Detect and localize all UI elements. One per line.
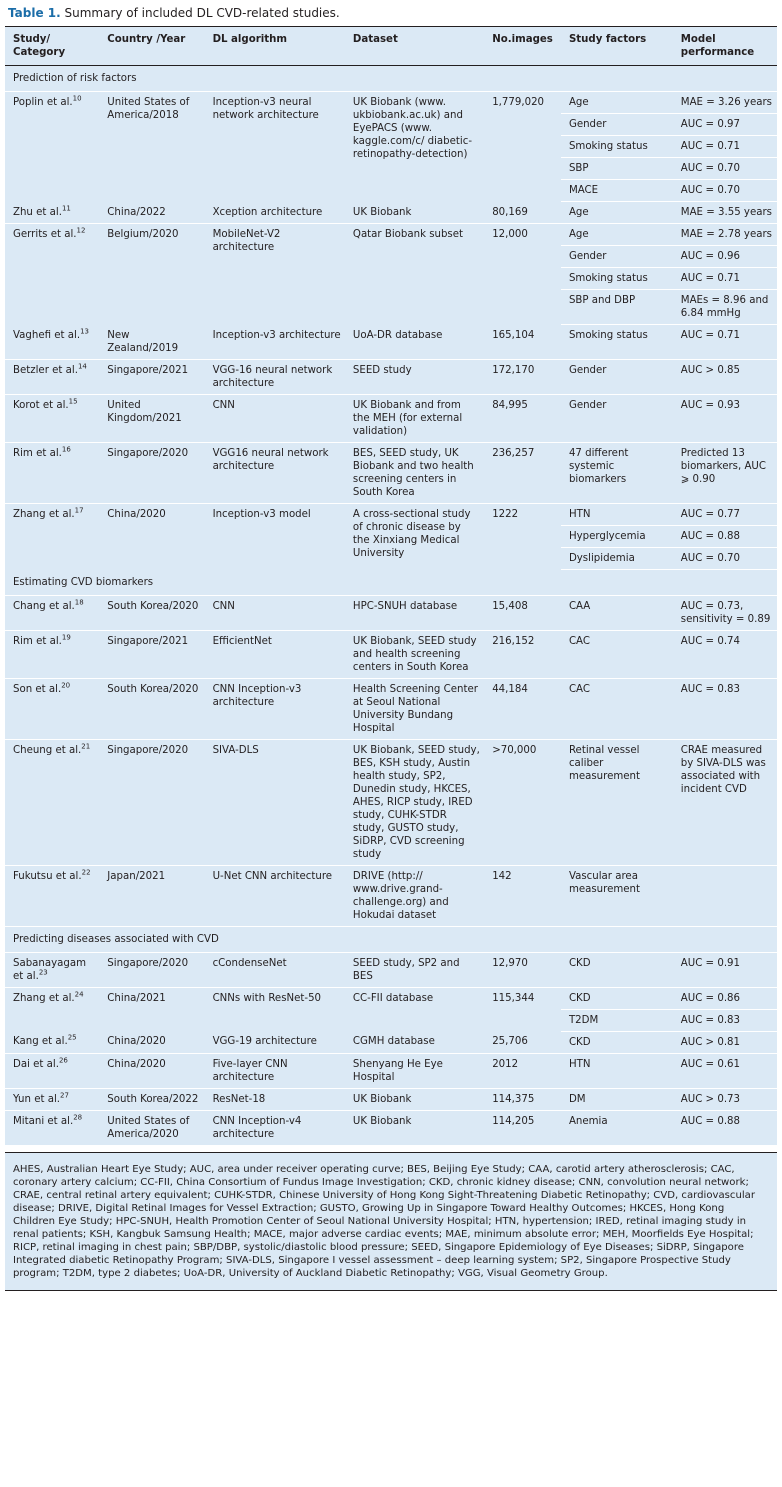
cell-factor: CAC [561, 630, 673, 678]
cell-study [5, 202, 99, 224]
table-row [5, 224, 777, 246]
table-row [5, 503, 777, 525]
cell-country: United States of America/2020 [99, 1110, 204, 1145]
cell-images: 12,970 [484, 952, 561, 987]
cell-performance: AUC = 0.70 [673, 180, 777, 202]
cell-study [5, 630, 99, 678]
cell-images: 216,152 [484, 630, 561, 678]
cell-performance: MAE = 3.26 years [673, 92, 777, 114]
cell-factor: Age [561, 224, 673, 246]
section-row [5, 926, 777, 952]
cell-country: Japan/2021 [99, 865, 204, 926]
study-name: Betzler et al. [13, 364, 78, 376]
cell-images: 114,205 [484, 1110, 561, 1145]
table-row [5, 1053, 777, 1088]
cell-images: 115,344 [484, 987, 561, 1031]
cell-images: 44,184 [484, 678, 561, 739]
cell-performance: AUC = 0.74 [673, 630, 777, 678]
cell-performance: MAE = 2.78 years [673, 224, 777, 246]
cell-algorithm: Inception-v3 architecture [205, 325, 345, 360]
cell-study [5, 503, 99, 569]
cell-country: China/2021 [99, 987, 204, 1031]
study-name: Gerrits et al. [13, 229, 77, 240]
study-ref: 18 [74, 598, 84, 607]
study-ref: 21 [81, 742, 91, 751]
cell-country: China/2020 [99, 1031, 204, 1053]
cell-country: Singapore/2020 [99, 739, 204, 865]
cell-performance: AUC = 0.71 [673, 136, 777, 158]
cell-factor: Smoking status [561, 268, 673, 290]
cell-dataset: UoA-DR database [345, 325, 484, 360]
cell-algorithm: cCondenseNet [205, 952, 345, 987]
cell-performance: AUC = 0.86 [673, 987, 777, 1009]
cell-country: Singapore/2020 [99, 442, 204, 503]
header-factors: Study factors [561, 27, 673, 66]
cell-performance: AUC = 0.88 [673, 1110, 777, 1145]
cell-algorithm: MobileNet-V2 architecture [205, 224, 345, 325]
cell-algorithm: Inception-v3 model [205, 503, 345, 569]
table-footnote: AHES, Australian Heart Eye Study; AUC, area under receiver operating curve; BES, Beijing Eye Study; CAA, carotid artery atherosclerosis; CAC, coronary artery calcium; CC-FII, China Consortium of Fundus Image Investigation; CKD, chronic kidney disease; CNN, convolution neural network; CRAE, central retinal artery equivalent; CUHK-STDR, Chinese University of Hong Kong Sight-Threatening Diabetic Retinopathy; CVD, cardiovascular disease; DRIVE, Digital Retinal Images for Vessel Extraction; GUSTO, Growing Up in Singapore Toward Healthy Outcomes; HKCES, Hong Kong Children Eye Study; HPC-SNUH, Health Promotion Center of Seoul National University Hospital; HTN, hypertension; IRED, retinal imaging study in renal patients; KSH, Kangbuk Samsung Health; MACE, major adverse cardiac events; MAE, minimum absolute error; MEH, Moorfields Eye Hospital; RICP, retinal imaging in chest pain; SBP/DBP, systolic/diastolic blood pressure; SEED, Singapore Epidemiology of Eye Diseases; SiDRP, Singapore Integrated diabetic Retinopathy Program; SIVA-DLS, Singapore I vessel assessment – deep learning system; SP2, Singapore Prospective Study program; T2DM, type 2 diabetes; UoA-DR, University of Auckland Diabetic Retinopathy; VGG, Visual Geometry Group. [5, 1152, 777, 1292]
cell-images: 1222 [484, 503, 561, 569]
cell-images: 2012 [484, 1053, 561, 1088]
header-images: No.images [484, 27, 561, 66]
cell-performance: AUC = 0.83 [673, 678, 777, 739]
header-performance: Model performance [673, 27, 777, 66]
cell-country: United States of America/2018 [99, 92, 204, 202]
cell-study [5, 739, 99, 865]
cell-study [5, 1031, 99, 1053]
study-ref: 28 [73, 1113, 83, 1122]
cell-study [5, 1053, 99, 1088]
cell-performance: AUC = 0.93 [673, 394, 777, 442]
cell-factor: HTN [561, 1053, 673, 1088]
cell-performance: AUC = 0.61 [673, 1053, 777, 1088]
table-body [5, 66, 777, 1146]
study-name: Poplin et al. [13, 97, 73, 108]
cell-performance: AUC = 0.91 [673, 952, 777, 987]
cell-images: 172,170 [484, 359, 561, 394]
study-name: Son et al. [13, 683, 62, 695]
cell-factor: Smoking status [561, 136, 673, 158]
study-name: Vaghefi et al. [13, 329, 81, 341]
cell-algorithm: CNNs with ResNet-50 [205, 987, 345, 1031]
study-ref: 14 [77, 362, 87, 371]
cell-dataset: CC-FII database [345, 987, 484, 1031]
cell-factor: CKD [561, 1031, 673, 1053]
table-row [5, 952, 777, 987]
cell-performance: MAE = 3.55 years [673, 202, 777, 224]
table-row [5, 325, 777, 360]
cell-study [5, 595, 99, 630]
cell-performance: AUC > 0.81 [673, 1031, 777, 1053]
cell-images: 80,169 [484, 202, 561, 224]
study-ref: 15 [68, 397, 78, 406]
cell-country: South Korea/2020 [99, 678, 204, 739]
cell-performance: AUC > 0.85 [673, 359, 777, 394]
cell-country: China/2020 [99, 503, 204, 569]
cell-country: Singapore/2020 [99, 952, 204, 987]
cell-dataset: A cross-sectional study of chronic disease by the Xinxiang Medical University [345, 503, 484, 569]
study-ref: 19 [61, 633, 71, 642]
study-ref: 25 [67, 1033, 77, 1042]
cell-dataset: UK Biobank [345, 1110, 484, 1145]
cell-dataset: UK Biobank (www. ukbiobank.ac.uk) and EyePACS (www. kaggle.com/c/ diabetic-retinopathy-detection) [345, 92, 484, 202]
cell-factor: CAA [561, 595, 673, 630]
cell-dataset: CGMH database [345, 1031, 484, 1053]
table-row [5, 678, 777, 739]
study-name: Zhang et al. [13, 992, 75, 1004]
cell-factor: DM [561, 1088, 673, 1110]
cell-performance: AUC = 0.71 [673, 268, 777, 290]
header-country: Country /Year [99, 27, 204, 66]
cell-factor: HTN [561, 503, 673, 525]
cell-dataset: Health Screening Center at Seoul National University Bundang Hospital [345, 678, 484, 739]
table-row [5, 394, 777, 442]
study-name: Yun et al. [13, 1093, 61, 1105]
study-ref: 27 [60, 1091, 69, 1100]
section-row [5, 66, 777, 92]
cell-dataset: UK Biobank and from the MEH (for external validation) [345, 394, 484, 442]
cell-algorithm: Five-layer CNN architecture [205, 1053, 345, 1088]
cell-factor: Age [561, 92, 673, 114]
cell-factor: Gender [561, 394, 673, 442]
cell-factor: Hyperglycemia [561, 525, 673, 547]
cell-study [5, 394, 99, 442]
cell-factor: Dyslipidemia [561, 547, 673, 569]
cell-study [5, 952, 99, 987]
cell-algorithm: EfficientNet [205, 630, 345, 678]
cell-algorithm: CNN Inception-v4 architecture [205, 1110, 345, 1145]
cell-dataset: Qatar Biobank subset [345, 224, 484, 325]
cell-performance: AUC = 0.71 [673, 325, 777, 360]
cell-performance: CRAE measured by SIVA-DLS was associated with incident CVD [673, 739, 777, 865]
cell-country: United Kingdom/2021 [99, 394, 204, 442]
cell-study [5, 678, 99, 739]
study-name: Rim et al. [13, 635, 62, 647]
cell-factor: 47 different systemic biomarkers [561, 442, 673, 503]
cell-algorithm: VGG-19 architecture [205, 1031, 345, 1053]
table-caption [5, 0, 777, 26]
section-title: Prediction of risk factors [5, 66, 777, 92]
cell-algorithm: Inception-v3 neural network architecture [205, 92, 345, 202]
study-ref: 26 [58, 1056, 68, 1065]
table-row [5, 1088, 777, 1110]
table-row [5, 1110, 777, 1145]
cell-performance: AUC = 0.96 [673, 246, 777, 268]
cell-performance: AUC = 0.70 [673, 158, 777, 180]
cell-algorithm: CNN [205, 595, 345, 630]
cell-images: 25,706 [484, 1031, 561, 1053]
cell-performance: AUC = 0.73, sensitivity = 0.89 [673, 595, 777, 630]
study-ref: 17 [74, 506, 84, 515]
cell-factor: Smoking status [561, 325, 673, 360]
cell-factor: Gender [561, 359, 673, 394]
study-name: Zhu et al. [13, 206, 62, 218]
section-title: Estimating CVD biomarkers [5, 569, 777, 595]
cell-country: New Zealand/2019 [99, 325, 204, 360]
cell-dataset: HPC-SNUH database [345, 595, 484, 630]
cell-study [5, 1088, 99, 1110]
study-ref: 11 [61, 204, 71, 213]
cell-performance: Predicted 13 biomarkers, AUC ⩾ 0.90 [673, 442, 777, 503]
study-name: Sabanayagam et al. [13, 957, 87, 982]
study-ref: 13 [80, 327, 90, 336]
study-name: Korot et al. [13, 399, 69, 411]
cell-factor: SBP and DBP [561, 290, 673, 325]
cell-images: 1,779,020 [484, 92, 561, 202]
cell-country: China/2020 [99, 1053, 204, 1088]
cell-country: Singapore/2021 [99, 359, 204, 394]
cell-performance: AUC = 0.88 [673, 525, 777, 547]
cell-factor: CKD [561, 987, 673, 1009]
cell-factor: CKD [561, 952, 673, 987]
cell-performance: AUC = 0.83 [673, 1009, 777, 1031]
cell-dataset: BES, SEED study, UK Biobank and two health screening centers in South Korea [345, 442, 484, 503]
study-name: Dai et al. [13, 1058, 59, 1070]
study-name: Mitani et al. [13, 1115, 74, 1127]
header-algorithm: DL algorithm [205, 27, 345, 66]
cell-dataset: UK Biobank, SEED study and health screening centers in South Korea [345, 630, 484, 678]
cell-country: South Korea/2022 [99, 1088, 204, 1110]
study-name: Rim et al. [13, 447, 62, 459]
cell-dataset: Shenyang He Eye Hospital [345, 1053, 484, 1088]
study-name: Fukutsu et al. [13, 870, 82, 882]
table-row [5, 865, 777, 926]
table-row [5, 630, 777, 678]
cell-performance [673, 865, 777, 926]
cell-dataset: SEED study, SP2 and BES [345, 952, 484, 987]
cell-images: 12,000 [484, 224, 561, 325]
cell-images: >70,000 [484, 739, 561, 865]
cell-images: 114,375 [484, 1088, 561, 1110]
cell-study [5, 442, 99, 503]
cell-factor: Gender [561, 114, 673, 136]
table-row [5, 739, 777, 865]
section-row [5, 569, 777, 595]
study-ref: 10 [72, 94, 82, 103]
cell-country: Singapore/2021 [99, 630, 204, 678]
cell-factor: Age [561, 202, 673, 224]
header-dataset: Dataset [345, 27, 484, 66]
cell-dataset: UK Biobank [345, 202, 484, 224]
cell-images: 236,257 [484, 442, 561, 503]
cell-dataset: SEED study [345, 359, 484, 394]
cell-study [5, 865, 99, 926]
cell-algorithm: SIVA-DLS [205, 739, 345, 865]
cell-dataset: UK Biobank [345, 1088, 484, 1110]
cell-factor: CAC [561, 678, 673, 739]
table-row [5, 202, 777, 224]
cell-factor: Gender [561, 246, 673, 268]
cell-performance: MAEs = 8.96 and 6.84 mmHg [673, 290, 777, 325]
study-name: Kang et al. [13, 1036, 68, 1047]
cell-factor: SBP [561, 158, 673, 180]
cell-algorithm: CNN Inception-v3 architecture [205, 678, 345, 739]
cell-dataset: UK Biobank, SEED study, BES, KSH study, Austin health study, SP2, Dunedin study, HKCES, AHES, RICP study, IRED study, CUHK-STDR study, GUSTO study, SiDRP, CVD screening study [345, 739, 484, 865]
section-title: Predicting diseases associated with CVD [5, 926, 777, 952]
cell-factor: Anemia [561, 1110, 673, 1145]
cell-factor: T2DM [561, 1009, 673, 1031]
table-container [5, 0, 777, 1291]
cell-algorithm: Xception architecture [205, 202, 345, 224]
study-ref: 12 [76, 226, 86, 235]
cell-study [5, 224, 99, 325]
study-name: Cheung et al. [13, 744, 82, 756]
cell-images: 84,995 [484, 394, 561, 442]
cell-country: South Korea/2020 [99, 595, 204, 630]
cell-dataset: DRIVE (http:// www.drive.grand-challenge.org) and Hokudai dataset [345, 865, 484, 926]
cell-algorithm: ResNet-18 [205, 1088, 345, 1110]
cell-algorithm: VGG-16 neural network architecture [205, 359, 345, 394]
table-row [5, 987, 777, 1009]
cell-algorithm: U-Net CNN architecture [205, 865, 345, 926]
table-row [5, 1031, 777, 1053]
study-name: Chang et al. [13, 600, 75, 612]
study-name: Zhang et al. [13, 508, 75, 520]
study-ref: 22 [81, 868, 91, 877]
cell-performance: AUC > 0.73 [673, 1088, 777, 1110]
table-row [5, 92, 777, 114]
caption-text: Summary of included DL CVD-related studies. [64, 6, 340, 20]
caption-label: Table 1. [8, 6, 61, 20]
header-study: Study/ Category [5, 27, 99, 66]
study-ref: 16 [61, 445, 71, 454]
table-row [5, 595, 777, 630]
cell-country: China/2022 [99, 202, 204, 224]
cell-study [5, 987, 99, 1031]
cell-country: Belgium/2020 [99, 224, 204, 325]
cell-images: 165,104 [484, 325, 561, 360]
cell-images: 142 [484, 865, 561, 926]
cell-performance: AUC = 0.97 [673, 114, 777, 136]
study-ref: 20 [61, 681, 71, 690]
table-row [5, 442, 777, 503]
table-header-row [5, 27, 777, 66]
cell-performance: AUC = 0.70 [673, 547, 777, 569]
cell-study [5, 1110, 99, 1145]
cell-images: 15,408 [484, 595, 561, 630]
cell-performance: AUC = 0.77 [673, 503, 777, 525]
cell-factor: Vascular area measurement [561, 865, 673, 926]
cell-factor: Retinal vessel caliber measurement [561, 739, 673, 865]
cell-study [5, 359, 99, 394]
cell-study [5, 325, 99, 360]
study-ref: 24 [74, 990, 84, 999]
cell-factor: MACE [561, 180, 673, 202]
cell-study [5, 92, 99, 202]
table-row [5, 359, 777, 394]
cell-algorithm: VGG16 neural network architecture [205, 442, 345, 503]
study-ref: 23 [38, 968, 48, 977]
cell-algorithm: CNN [205, 394, 345, 442]
studies-table [5, 26, 777, 1146]
